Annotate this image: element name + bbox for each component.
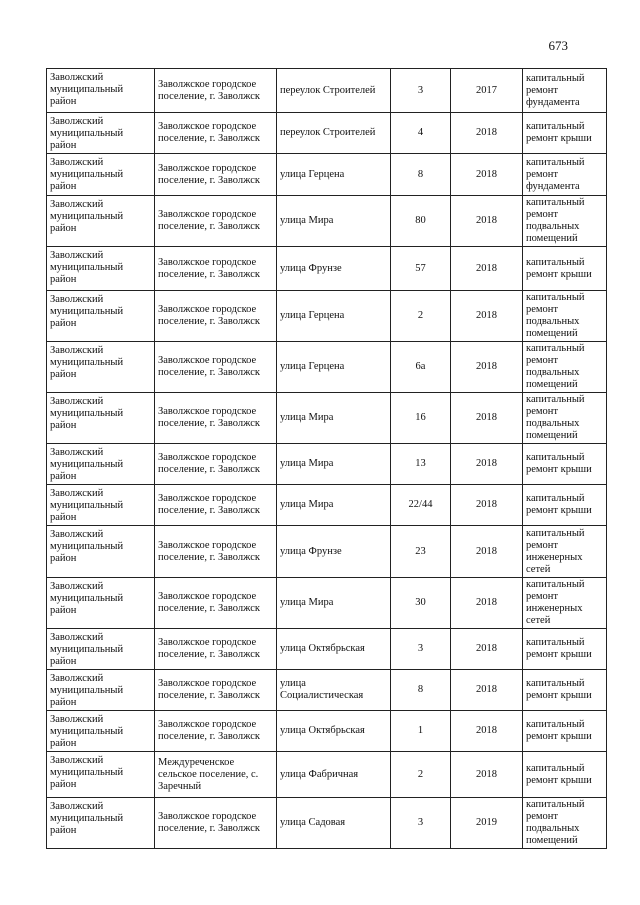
street-cell: улица Октябрьская <box>277 711 391 752</box>
work-type-cell: капитальный ремонт подвальных помещений <box>523 342 607 393</box>
house-number-cell: 1 <box>391 711 451 752</box>
year-cell: 2018 <box>451 342 523 393</box>
settlement-cell: Заволжское городское поселение, г. Заволжск <box>155 291 277 342</box>
house-number-cell: 2 <box>391 291 451 342</box>
street-cell: улица Социалистическая <box>277 670 391 711</box>
year-cell: 2018 <box>451 154 523 196</box>
settlement-cell: Заволжское городское поселение, г. Заволжск <box>155 578 277 629</box>
house-number-cell: 16 <box>391 393 451 444</box>
settlement-cell: Заволжское городское поселение, г. Заволжск <box>155 69 277 113</box>
table-row <box>47 444 607 485</box>
table-row <box>47 113 607 154</box>
settlement-cell: Заволжское городское поселение, г. Заволжск <box>155 113 277 154</box>
year-cell: 2018 <box>451 578 523 629</box>
street-cell: улица Герцена <box>277 154 391 196</box>
district-cell: Заволжский муниципальный район <box>47 113 155 154</box>
table-row <box>47 629 607 670</box>
street-cell: улица Мира <box>277 444 391 485</box>
street-cell: переулок Строителей <box>277 113 391 154</box>
table-row <box>47 196 607 247</box>
settlement-cell: Заволжское городское поселение, г. Заволжск <box>155 154 277 196</box>
work-type-cell: капитальный ремонт инженерных сетей <box>523 526 607 578</box>
work-type-cell: капитальный ремонт крыши <box>523 670 607 711</box>
year-cell: 2018 <box>451 711 523 752</box>
work-type-cell: капитальный ремонт подвальных помещений <box>523 291 607 342</box>
house-number-cell: 6а <box>391 342 451 393</box>
house-number-cell: 8 <box>391 154 451 196</box>
table-row <box>47 342 607 393</box>
district-cell: Заволжский муниципальный район <box>47 752 155 798</box>
year-cell: 2018 <box>451 485 523 526</box>
district-cell: Заволжский муниципальный район <box>47 670 155 711</box>
work-type-cell: капитальный ремонт фундамента <box>523 69 607 113</box>
year-cell: 2018 <box>451 196 523 247</box>
work-type-cell: капитальный ремонт крыши <box>523 752 607 798</box>
settlement-cell: Заволжское городское поселение, г. Заволжск <box>155 196 277 247</box>
year-cell: 2017 <box>451 69 523 113</box>
district-cell: Заволжский муниципальный район <box>47 629 155 670</box>
street-cell: улица Фабричная <box>277 752 391 798</box>
year-cell: 2018 <box>451 670 523 711</box>
year-cell: 2018 <box>451 526 523 578</box>
work-type-cell: капитальный ремонт подвальных помещений <box>523 393 607 444</box>
district-cell: Заволжский муниципальный район <box>47 291 155 342</box>
work-type-cell: капитальный ремонт фундамента <box>523 154 607 196</box>
house-number-cell: 3 <box>391 798 451 849</box>
table-row <box>47 69 607 113</box>
work-type-cell: капитальный ремонт подвальных помещений <box>523 798 607 849</box>
district-cell: Заволжский муниципальный район <box>47 444 155 485</box>
year-cell: 2018 <box>451 444 523 485</box>
district-cell: Заволжский муниципальный район <box>47 393 155 444</box>
table-row <box>47 291 607 342</box>
year-cell: 2018 <box>451 629 523 670</box>
street-cell: улица Мира <box>277 485 391 526</box>
year-cell: 2018 <box>451 247 523 291</box>
work-type-cell: капитальный ремонт крыши <box>523 711 607 752</box>
settlement-cell: Заволжское городское поселение, г. Заволжск <box>155 485 277 526</box>
table-row <box>47 798 607 849</box>
settlement-cell: Заволжское городское поселение, г. Заволжск <box>155 670 277 711</box>
street-cell: улица Садовая <box>277 798 391 849</box>
district-cell: Заволжский муниципальный район <box>47 485 155 526</box>
table-row <box>47 526 607 578</box>
repair-table <box>46 68 607 849</box>
table-row <box>47 752 607 798</box>
work-type-cell: капитальный ремонт крыши <box>523 444 607 485</box>
work-type-cell: капитальный ремонт крыши <box>523 629 607 670</box>
house-number-cell: 57 <box>391 247 451 291</box>
table-body <box>47 69 607 849</box>
house-number-cell: 3 <box>391 629 451 670</box>
year-cell: 2019 <box>451 798 523 849</box>
house-number-cell: 23 <box>391 526 451 578</box>
district-cell: Заволжский муниципальный район <box>47 526 155 578</box>
settlement-cell: Заволжское городское поселение, г. Заволжск <box>155 798 277 849</box>
district-cell: Заволжский муниципальный район <box>47 196 155 247</box>
table-row <box>47 578 607 629</box>
street-cell: улица Мира <box>277 196 391 247</box>
house-number-cell: 13 <box>391 444 451 485</box>
settlement-cell: Заволжское городское поселение, г. Заволжск <box>155 393 277 444</box>
district-cell: Заволжский муниципальный район <box>47 247 155 291</box>
street-cell: улица Фрунзе <box>277 247 391 291</box>
district-cell: Заволжский муниципальный район <box>47 711 155 752</box>
table-row <box>47 247 607 291</box>
year-cell: 2018 <box>451 113 523 154</box>
settlement-cell: Заволжское городское поселение, г. Заволжск <box>155 629 277 670</box>
house-number-cell: 30 <box>391 578 451 629</box>
settlement-cell: Заволжское городское поселение, г. Заволжск <box>155 444 277 485</box>
work-type-cell: капитальный ремонт крыши <box>523 485 607 526</box>
table-row <box>47 485 607 526</box>
settlement-cell: Заволжское городское поселение, г. Заволжск <box>155 711 277 752</box>
table-row <box>47 711 607 752</box>
street-cell: улица Мира <box>277 578 391 629</box>
settlement-cell: Заволжское городское поселение, г. Заволжск <box>155 342 277 393</box>
settlement-cell: Заволжское городское поселение, г. Заволжск <box>155 526 277 578</box>
house-number-cell: 2 <box>391 752 451 798</box>
work-type-cell: капитальный ремонт крыши <box>523 113 607 154</box>
district-cell: Заволжский муниципальный район <box>47 154 155 196</box>
work-type-cell: капитальный ремонт крыши <box>523 247 607 291</box>
settlement-cell: Междуреченское сельское поселение, с. Заречный <box>155 752 277 798</box>
table-row <box>47 154 607 196</box>
street-cell: переулок Строителей <box>277 69 391 113</box>
district-cell: Заволжский муниципальный район <box>47 69 155 113</box>
street-cell: улица Октябрьская <box>277 629 391 670</box>
district-cell: Заволжский муниципальный район <box>47 578 155 629</box>
house-number-cell: 4 <box>391 113 451 154</box>
house-number-cell: 8 <box>391 670 451 711</box>
year-cell: 2018 <box>451 291 523 342</box>
settlement-cell: Заволжское городское поселение, г. Заволжск <box>155 247 277 291</box>
year-cell: 2018 <box>451 393 523 444</box>
street-cell: улица Герцена <box>277 291 391 342</box>
year-cell: 2018 <box>451 752 523 798</box>
street-cell: улица Фрунзе <box>277 526 391 578</box>
district-cell: Заволжский муниципальный район <box>47 798 155 849</box>
house-number-cell: 3 <box>391 69 451 113</box>
table-row <box>47 670 607 711</box>
house-number-cell: 22/44 <box>391 485 451 526</box>
district-cell: Заволжский муниципальный район <box>47 342 155 393</box>
table-row <box>47 393 607 444</box>
house-number-cell: 80 <box>391 196 451 247</box>
work-type-cell: капитальный ремонт подвальных помещений <box>523 196 607 247</box>
work-type-cell: капитальный ремонт инженерных сетей <box>523 578 607 629</box>
page-number: 673 <box>548 38 568 53</box>
street-cell: улица Мира <box>277 393 391 444</box>
street-cell: улица Герцена <box>277 342 391 393</box>
